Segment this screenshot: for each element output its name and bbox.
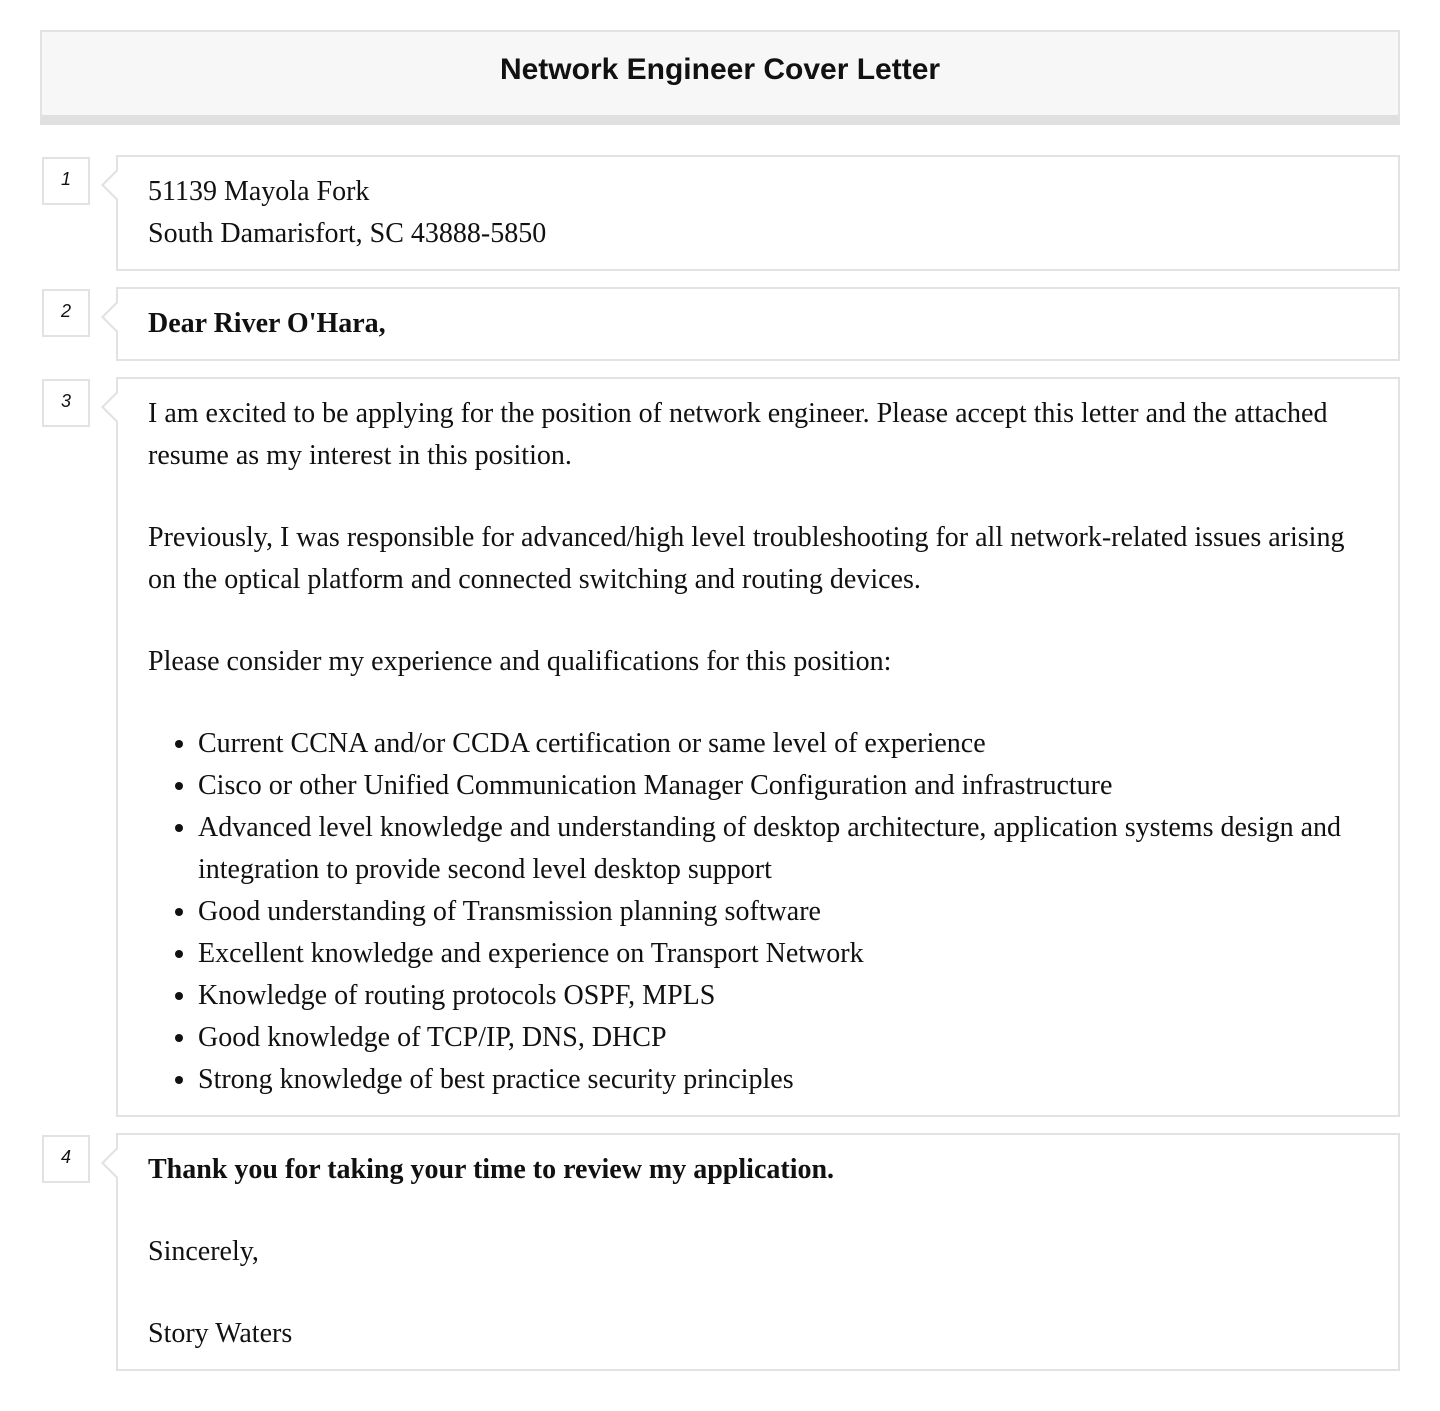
thanks-line: Thank you for taking your time to review my application. <box>148 1154 835 1185</box>
list-item: • Advanced level knowledge and understanding of desktop architecture, application systems design and integration to provide second level desktop support <box>198 807 1368 891</box>
list-item: • Cisco or other Unified Communication Manager Configuration and infrastructure <box>198 765 1368 807</box>
address-line-2: South Damarisfort, SC 43888-5850 <box>148 218 547 249</box>
list-item: • Good understanding of Transmission planning software <box>198 891 1368 933</box>
section-number: 4 <box>42 1135 90 1183</box>
document-header <box>40 30 1400 125</box>
section-card <box>116 1133 1400 1371</box>
section-card <box>116 155 1400 271</box>
list-item: • Current CCNA and/or CCDA certification or same level of experience <box>198 723 1368 765</box>
address-line-1: 51139 Mayola Fork <box>148 176 370 207</box>
section-number: 1 <box>42 157 90 205</box>
section-card <box>116 377 1400 1117</box>
intro-paragraph: I am excited to be applying for the position of network engineer. Please accept this letter and the attached resume as my interest in this position. <box>148 398 1328 471</box>
page-title: Network Engineer Cover Letter <box>499 52 941 86</box>
section-number: 2 <box>42 289 90 337</box>
greeting: Dear River O'Hara, <box>148 308 386 339</box>
signature: Story Waters <box>148 1318 293 1349</box>
list-item: • Knowledge of routing protocols OSPF, MPLS <box>198 975 1368 1017</box>
section-number: 3 <box>42 379 90 427</box>
list-item: • Strong knowledge of best practice security principles <box>198 1059 1368 1101</box>
list-item: • Good knowledge of TCP/IP, DNS, DHCP <box>198 1017 1368 1059</box>
list-item: • Excellent knowledge and experience on Transport Network <box>198 933 1368 975</box>
experience-paragraph: Previously, I was responsible for advanced/high level troubleshooting for all network-related issues arising on the optical platform and connected switching and routing devices. <box>148 522 1345 595</box>
section-card <box>116 287 1400 361</box>
qualifications-intro: Please consider my experience and qualifications for this position: <box>148 646 892 677</box>
closing: Sincerely, <box>148 1236 259 1267</box>
qualifications-list <box>148 723 1368 1101</box>
